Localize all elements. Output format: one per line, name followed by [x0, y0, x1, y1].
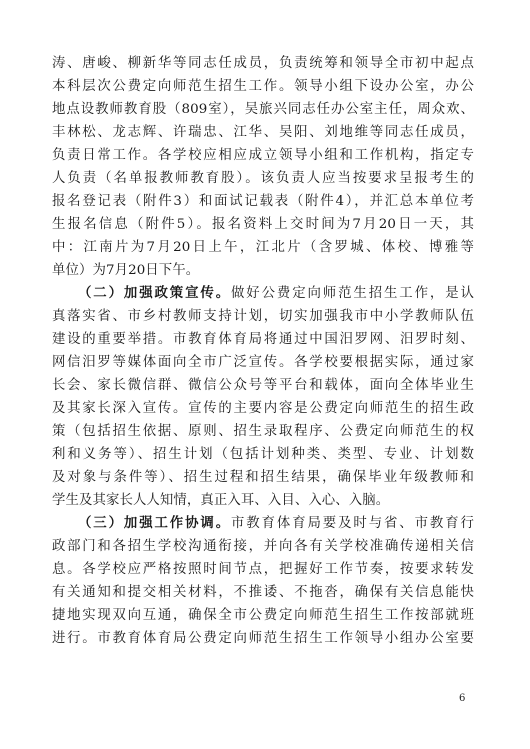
text-line: 息。各学校应严格按照时间节点，把握好工作节奏，按要求转发: [52, 562, 474, 577]
paragraph-leadership-group: [52, 52, 474, 282]
text-line: 长会、家长微信群、微信公众号等平台和载体，面向全体毕业生: [52, 378, 474, 393]
text-line: 中：江南片为7月20日上午，江北片（含罗城、体校、博雅等: [52, 240, 474, 255]
text-line: 网信汨罗等媒体面向全市广泛宣传。各学校要根据实际，通过家: [52, 355, 474, 370]
text-line: 单位）为7月20日下午。: [52, 263, 200, 278]
text-line: 人负责（名单报教师教育股）。该负责人应当按要求呈报考生的: [52, 171, 474, 186]
section-heading: （三）加强工作协调。: [78, 515, 231, 531]
text-line: 政部门和各招生学校沟通衔接，并向各有关学校准确传递相关信: [52, 539, 474, 554]
text-line: 策（包括招生依据、原则、招生录取程序、公费定向师范生的权: [52, 424, 474, 439]
text-line: 生报名信息（附件5）。报名资料上交时间为7月20日一天，其: [52, 217, 474, 232]
text-line: 涛、唐峻、柳新华等同志任成员，负责统筹和领导全市初中起点: [52, 56, 474, 71]
text-line: 及其家长深入宣传。宣传的主要内容是公费定向师范生的招生政: [52, 401, 474, 416]
text-line: 建设的重要举措。市教育体育局将通过中国汨罗网、汨罗时刻、: [52, 332, 474, 347]
section-lead-text: 市教育体育局要及时与省、市教育行: [231, 516, 474, 531]
section-heading: （二）加强政策宣传。: [78, 285, 231, 301]
text-line: 地点设教师教育股（809室），吴旅兴同志任办公室主任，周众欢、: [52, 102, 474, 117]
section-first-line: [52, 282, 474, 305]
text-line: 真落实省、市乡村教师支持计划，切实加强我市中小学教师队伍: [52, 309, 474, 324]
paragraph-policy-publicity: [52, 282, 474, 512]
paragraph-work-coordination: [52, 512, 474, 650]
text-line: 进行。市教育体育局公费定向师范生招生工作领导小组办公室要: [52, 631, 474, 646]
text-line: 及对象与条件等）、招生过程和招生结果，确保毕业年级教师和: [52, 470, 474, 485]
page-number: 6: [459, 693, 466, 704]
text-line: 本科层次公费定向师范生招生工作。领导小组下设办公室，办公: [52, 79, 474, 94]
text-line: 利和义务等）、招生计划（包括计划种类、类型、专业、计划数: [52, 447, 474, 462]
text-line: 报名登记表（附件3）和面试记载表（附件4），并汇总本单位考: [52, 194, 474, 209]
section-first-line: [52, 512, 474, 535]
text-line: 负责日常工作。各学校应相应成立领导小组和工作机构，指定专: [52, 148, 474, 163]
text-line: 丰林松、龙志辉、许瑞忠、江华、吴阳、刘地维等同志任成员，: [52, 125, 474, 140]
text-line: 学生及其家长人人知情，真正入耳、入目、入心、入脑。: [52, 493, 390, 508]
text-line: 捷地实现双向互通，确保全市公费定向师范生招生工作按部就班: [52, 608, 474, 623]
text-line: 有关通知和提交相关材料，不推诿、不拖沓，确保有关信息能快: [52, 585, 474, 600]
section-lead-text: 做好公费定向师范生招生工作，是认: [231, 286, 474, 301]
document-body: [52, 52, 474, 650]
